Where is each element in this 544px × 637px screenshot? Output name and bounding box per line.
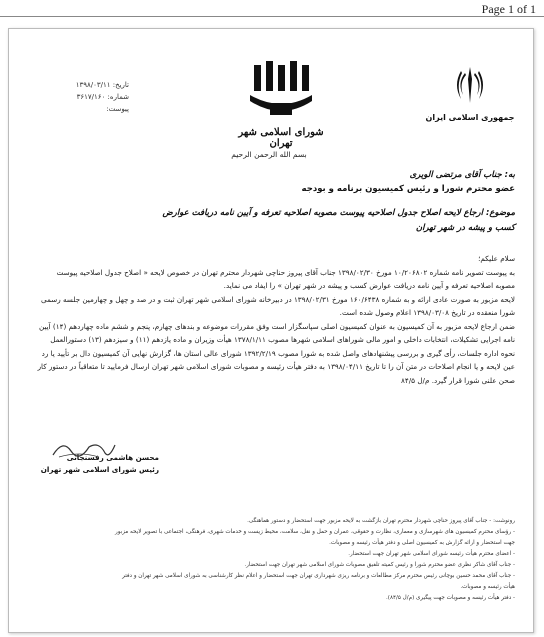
subject-line-2: کسب و پیشه در شهر تهران	[415, 223, 515, 233]
iran-emblem	[425, 65, 515, 122]
cc-list	[35, 516, 515, 604]
signatory-name: محسن هاشمی رفسنجانی	[66, 453, 159, 462]
subject-line-1: موضوع: ارجاع لایحه اصلاح جدول اصلاحیه پیوست مصوبه اصلاحیه تعرفه و آیین نامه دریافت عوارض	[162, 208, 515, 218]
cc-line: - اعضای محترم هیأت رئیسه شورای اسلامی شهر تهران جهت استحضار.	[348, 551, 515, 557]
signatory-title: رئیس شورای اسلامی شهر تهران	[40, 465, 159, 474]
council-logo-text: شورای اسلامی شهر تهران	[238, 127, 324, 149]
cc-line: - جناب آقای شاکر نظری عضو محترم شورا و رئیس کمیته تلفیق مصوبات شورای اسلامی شهر تهران جهت استحضار.	[244, 562, 515, 568]
letter-number: شماره: ۳۶۱۷/۱۶۰	[76, 93, 129, 101]
iran-emblem-icon	[453, 65, 487, 105]
viewer-divider	[0, 16, 544, 17]
signature-block	[39, 453, 159, 474]
cc-line: رونوشت: - جناب آقای پیروز حناچی شهردار محترم تهران بازگشت به لایحه مزبور جهت استحضار و دستور هماهنگی.	[247, 518, 515, 524]
addressee-title: عضو محترم شورا و رئیس کمیسیون برنامه و بودجه	[301, 184, 515, 194]
page-indicator: Page 1 of 1	[481, 2, 536, 16]
cc-line: - رؤسای محترم کمیسیون های شهرسازی و معماری، نظارت و حقوقی، عمران و حمل و نقل، سلامت، محیط زیست و خدمات شهری، فرهنگی، اجتماعی با تصویر لایحه مزبور	[115, 529, 515, 535]
subject	[35, 206, 515, 236]
signature-mark	[49, 437, 119, 461]
addressee-name: به: جناب آقای مرتضی الویری	[409, 170, 515, 180]
greeting: سلام علیکم؛	[478, 254, 515, 263]
cc-line: جهت استحضار و ارائه گزارش به کمیسیون اصلی و دفتر هیأت رئیسه و مصوبات.	[329, 540, 515, 546]
body-paragraph: ضمن ارجاع لایحه مزبور به آن کمیسیون به عنوان کمیسیون اصلی سپاسگزار است وفق مقررات موضوعه و بندهای چهارم، پنجم و ششم ماده چهاردهم (۱۴) آیین نامه اجرایی تشکیلات، انتخابات داخلی و امور مالی شوراهای اسلامی شهرها مصوب ۱۳۷۸/۱/۱۱ هیأت وزیران و ماده یازدهم (۱۱) و سیزدهم (۱۳) دستورالعمل نحوه اداره جلسات، رأی گیری و بررسی پیشنهادهای واصل شده به شورا مصوب ۱۳۹۲/۲/۱۹ شورای عالی استان ها، گزارش نهایی آن کمیسیون دال بر تأیید یا رد عین لایحه و یا انجام اصلاحات در متن آن را تا تاریخ ۱۳۹۸/۰۴/۱۱ به دفتر هیأت رئیسه و مصوبات شورای اسلامی شهر تهران ارسال فرمایید تا متعاقباً در دستور کار صحن علنی شورا قرار گیرد. م/ل ۸۴/۵	[37, 321, 515, 385]
council-logo	[231, 59, 331, 149]
letter-date: تاریخ: ۱۳۹۸/۰۳/۱۱	[75, 81, 129, 89]
body-paragraph: لایحه مزبور به صورت عادی ارائه و به شماره ۱۶۰/۶۴۳۸ مورخ ۱۳۹۸/۰۲/۳۱ در دبیرخانه شورای اسلامی شهر تهران ثبت و در صد و چهل و چهارمین جلسه رسمی شورا منعقده در تاریخ ۱۳۹۸/۰۳/۰۸ اعلام وصول شده است.	[41, 294, 515, 317]
document-page	[8, 28, 534, 633]
cc-line: - جناب آقای محمد حسین بوچانی رئیس محترم مرکز مطالعات و برنامه ریزی شهرداری تهران جهت استحضار و اعلام نظر کارشناسی به شورای اسلامی شهر تهران و دفتر	[122, 573, 515, 579]
emblem-caption: جمهوری اسلامی ایران	[425, 113, 515, 122]
cc-line: هیأت رئیسه و مصوبات.	[460, 584, 515, 590]
addressee	[35, 168, 515, 196]
letter-attachment: پیوست:	[106, 105, 129, 113]
cc-line: - دفتر هیأت رئیسه و مصوبات جهت پیگیری (م/ل ۸۴/۵).	[386, 595, 515, 601]
letter-meta	[39, 79, 129, 115]
bismillah: بسم الله الرحمن الرحیم	[231, 150, 307, 159]
council-logo-icon	[246, 59, 316, 121]
body-paragraph: به پیوست تصویر نامه شماره ۱۰/۲۰۶۸۰۲ مورخ ۱۳۹۸/۰۲/۳۰ جناب آقای پیروز حناچی شهردار محترم تهران در خصوص لایحه « اصلاح جدول اصلاحیه پیوست مصوبه اصلاحیه تعرفه و آیین نامه دریافت عوارض کسب و پیشه در شهر تهران » را ایفاد می نماید.	[56, 267, 515, 290]
letter-body	[35, 252, 515, 387]
